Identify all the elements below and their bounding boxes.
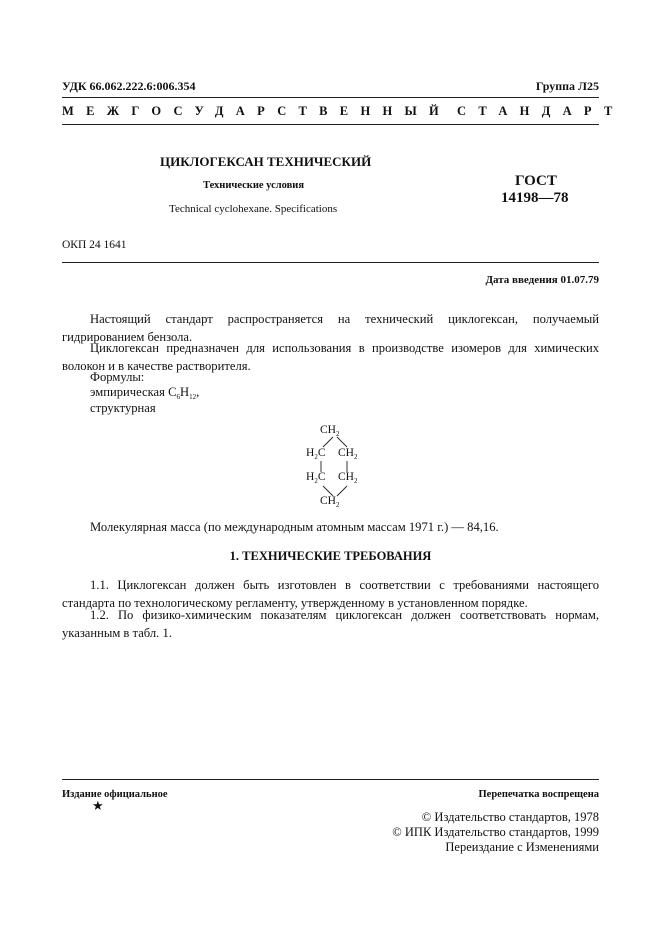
empirical-formula: эмпирическая $C_6H_{12}$, (90, 385, 200, 401)
atom-ch2-right-lower: $CH_2$ (338, 471, 358, 485)
reissue-notice: Переиздание с Изменениями (445, 840, 599, 854)
english-title: Technical cyclohexane. Specifications (169, 203, 338, 215)
gost-label: ГОСТ (515, 173, 557, 189)
group-code: Группа Л25 (535, 79, 599, 93)
section-heading: 1. ТЕХНИЧЕСКИЕ ТРЕБОВАНИЯ (229, 549, 432, 563)
header-rule-bottom (62, 124, 599, 125)
banner-interstate: МЕЖГОСУДАРСТВЕННЫЙ (62, 104, 452, 118)
paragraph-scope: Настоящий стандарт распространяется на технический циклогексан, получаемый гидрированием бензола. (62, 312, 599, 344)
atom-ch2-right-upper: $CH_2$ (338, 447, 358, 461)
reprint-notice: Перепечатка воспрещена (478, 789, 599, 800)
intro-date: Дата введения 01.07.79 (485, 274, 599, 286)
structural-label: структурная (90, 401, 156, 415)
footer-rule (62, 779, 599, 780)
atom-ch2-bottom: $CH_2$ (320, 495, 340, 509)
atom-h2c-left-lower: $H_2C$ (306, 471, 326, 485)
star-icon: ★ (92, 798, 104, 813)
udk-code: УДК 66.062.222.6:006.354 (62, 79, 196, 93)
paragraph-1-1: 1.1. Циклогексан должен быть изготовлен в соответствии с требованиями настоящего стандарта по технологическому регламенту, утвержденному в установленном порядке. (62, 578, 599, 610)
formulas-label: Формулы: (90, 370, 145, 384)
gost-number: 14198—78 (501, 190, 569, 206)
header-rule-top (62, 97, 599, 98)
atom-h2c-left-upper: $H_2C$ (306, 447, 326, 461)
atom-ch2-top: $CH_2$ (320, 424, 340, 438)
okp-code: ОКП 24 1641 (62, 239, 127, 251)
paragraph-1-2: 1.2. По физико-химическим показателям циклогексан должен соответствовать нормам, указанным в табл. 1. (62, 608, 599, 640)
copyright-1999: © ИПК Издательство стандартов, 1999 (392, 825, 599, 839)
paragraph-purpose: Циклогексан предназначен для использования в производстве изомеров для химических волокон и в качестве растворителя. (62, 341, 599, 373)
document-subtitle: Технические условия (203, 180, 305, 191)
banner-standard: СТАНДАРТ (457, 104, 625, 118)
molecular-mass: Молекулярная масса (по международным атомным массам 1971 г.) — 84,16. (90, 520, 499, 534)
official-edition: Издание официальное (62, 789, 168, 800)
document-title: ЦИКЛОГЕКСАН ТЕХНИЧЕСКИЙ (160, 154, 372, 169)
copyright-1978: © Издательство стандартов, 1978 (421, 810, 599, 824)
date-rule (62, 262, 599, 263)
